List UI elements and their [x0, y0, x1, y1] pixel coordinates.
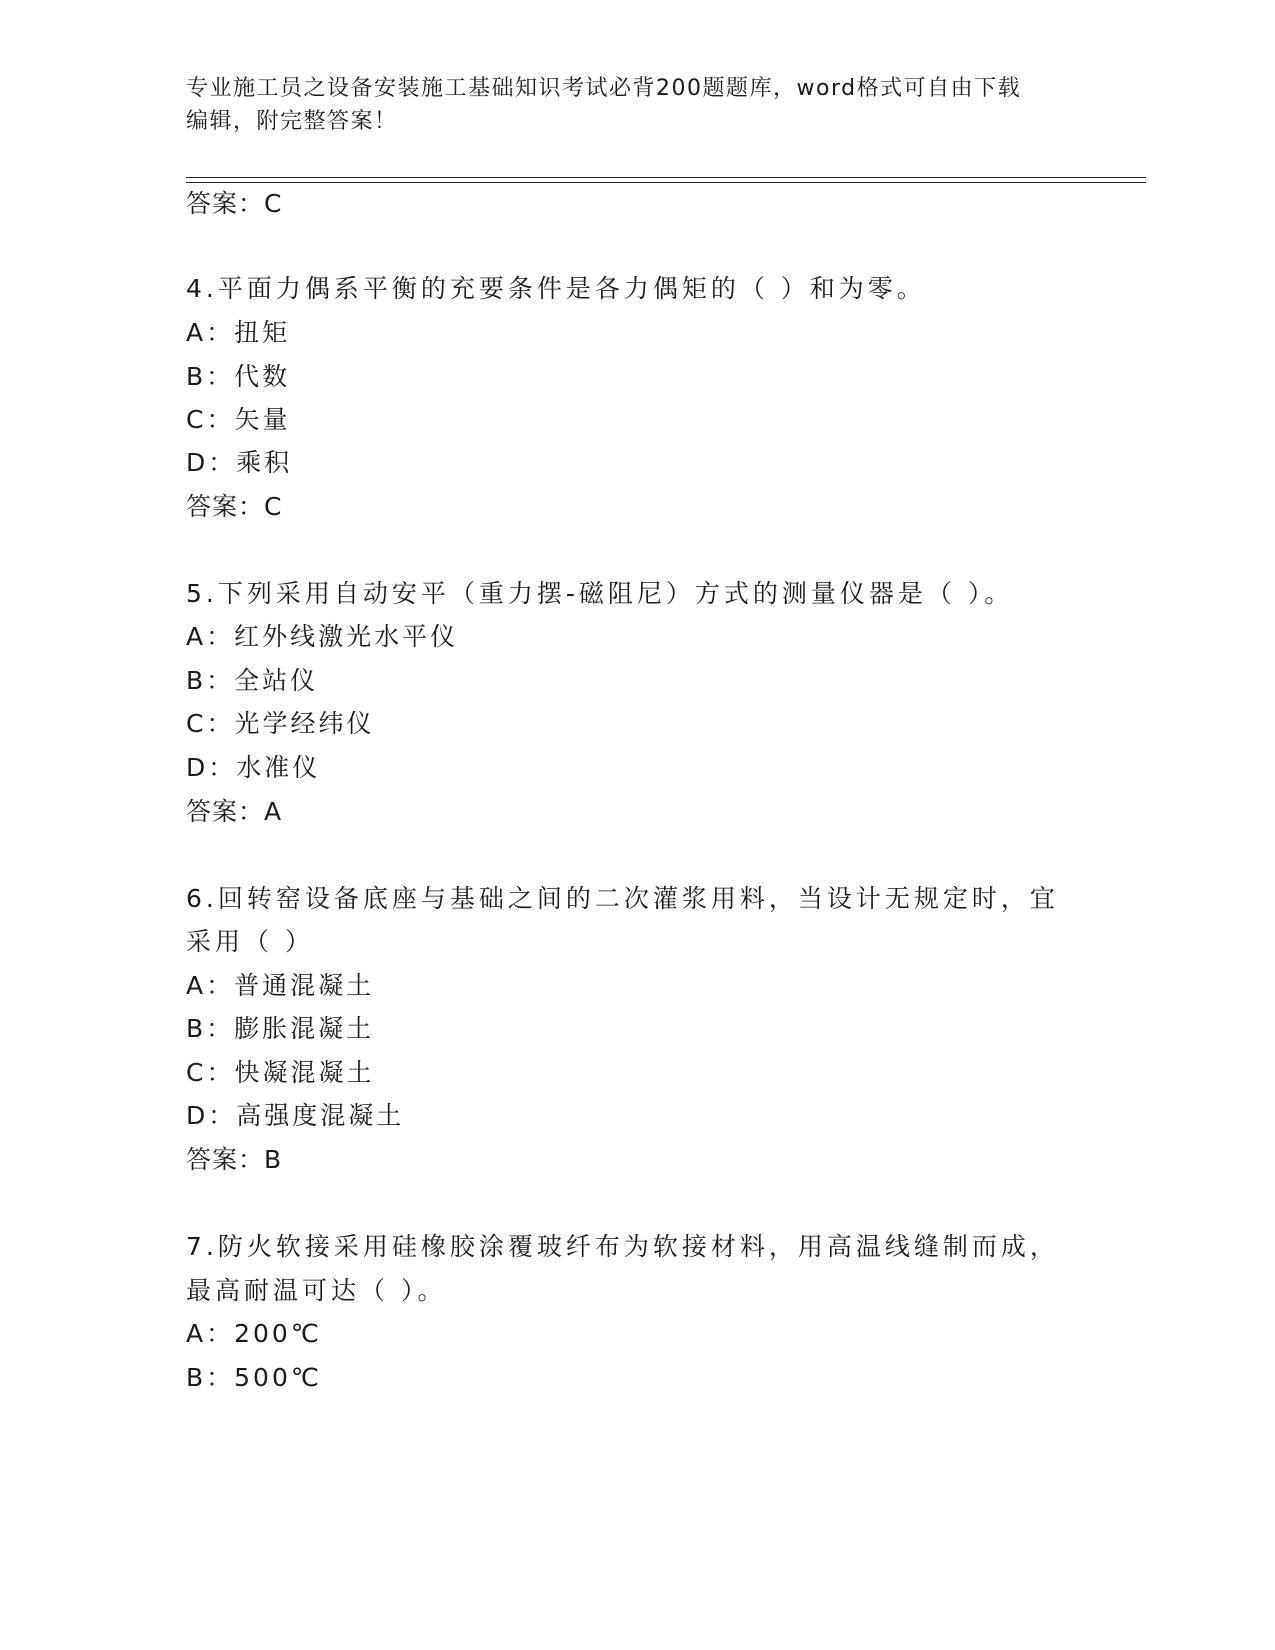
question-6-line-2: 采用（ ）: [186, 927, 314, 956]
header-rule-top: [186, 177, 1146, 178]
answer-q6: 答案：B: [186, 1145, 283, 1174]
answer-q5: 答案：A: [186, 797, 283, 826]
q5-option-d: D：水准仪: [186, 753, 321, 782]
header-line-1: 专业施工员之设备安装施工基础知识考试必背200题题库，word格式可自由下载: [186, 76, 1022, 101]
q7-option-b: B：500℃: [186, 1363, 322, 1392]
question-7-line-2: 最高耐温可达（ ）。: [186, 1276, 447, 1305]
q4-option-c: C：矢量: [186, 405, 291, 434]
answer-q3: 答案：C: [186, 189, 283, 218]
q5-option-b: B：全站仪: [186, 666, 319, 695]
header-rule-bottom: [186, 182, 1146, 183]
q5-option-c: C：光学经纬仪: [186, 709, 375, 738]
answer-q4: 答案：C: [186, 492, 283, 521]
q4-option-a: A：扭矩: [186, 318, 291, 347]
q5-option-a: A：红外线激光水平仪: [186, 622, 459, 651]
question-4: 4.平面力偶系平衡的充要条件是各力偶矩的（ ）和为零。: [186, 274, 926, 303]
header-line-2: 编辑，附完整答案！: [186, 109, 398, 134]
question-5: 5.下列采用自动安平（重力摆-磁阻尼）方式的测量仪器是（ ）。: [186, 579, 1014, 608]
q6-option-c: C：快凝混凝土: [186, 1058, 375, 1087]
q4-option-b: B：代数: [186, 362, 291, 391]
question-7-line-1: 7.防火软接采用硅橡胶涂覆玻纤布为软接材料，用高温线缝制而成，: [186, 1232, 1059, 1261]
q6-option-a: A：普通混凝土: [186, 971, 375, 1000]
q6-option-d: D：高强度混凝土: [186, 1101, 405, 1130]
q4-option-d: D：乘积: [186, 448, 293, 477]
document-header: [186, 72, 1066, 138]
q6-option-b: B：膨胀混凝土: [186, 1014, 375, 1043]
question-6-line-1: 6.回转窑设备底座与基础之间的二次灌浆用料，当设计无规定时，宜: [186, 884, 1059, 913]
q7-option-a: A：200℃: [186, 1319, 322, 1348]
